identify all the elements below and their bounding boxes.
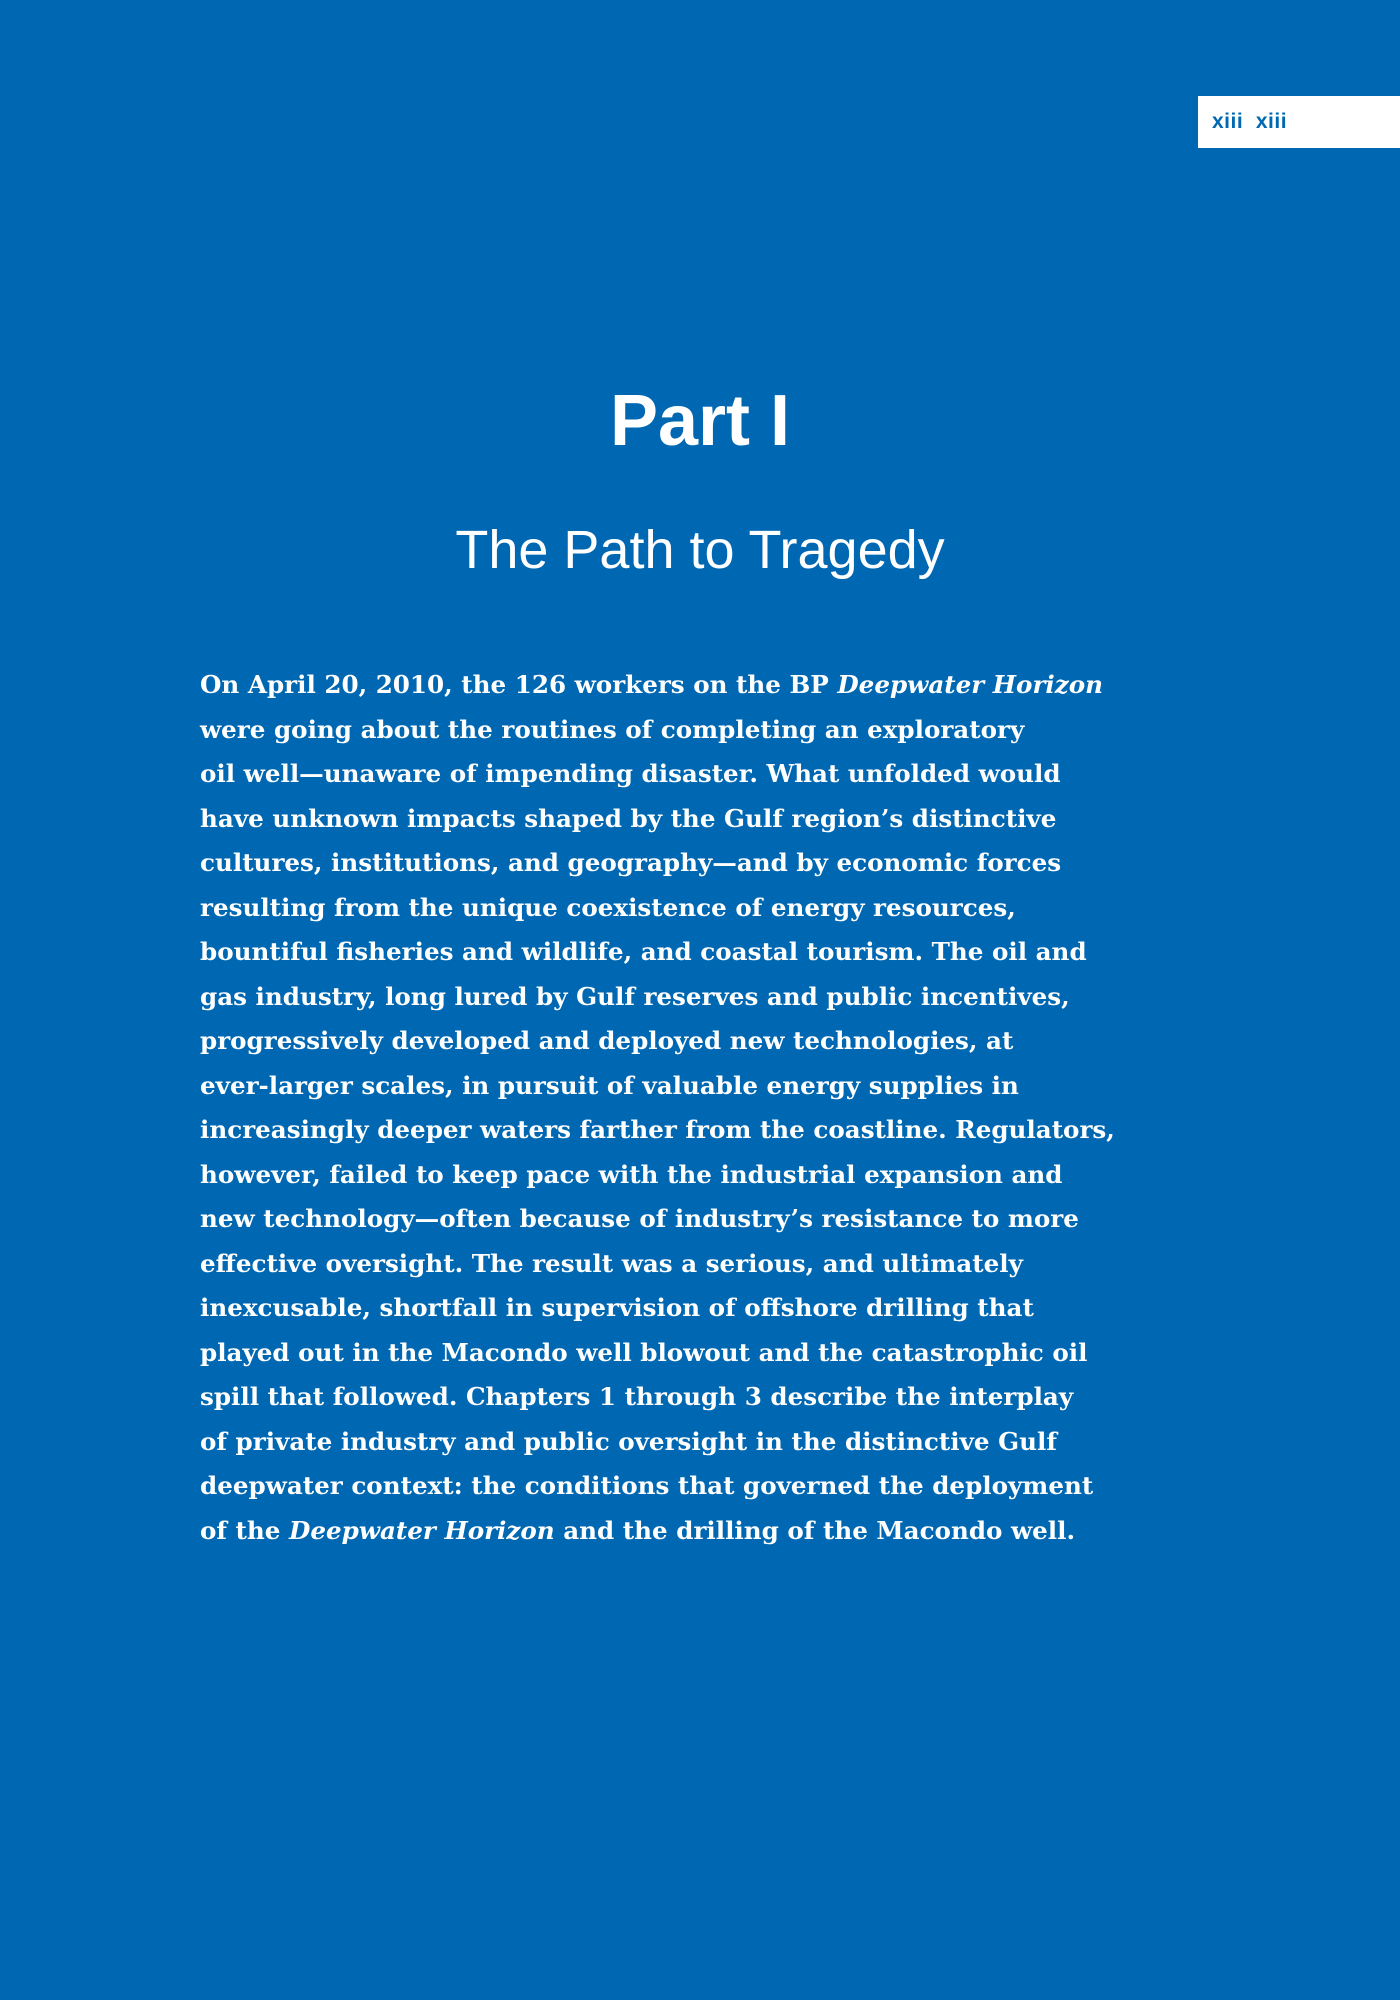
part-title: Part I <box>609 381 791 461</box>
part-subtitle: The Path to Tragedy <box>455 520 945 580</box>
page-number: xiii xiii <box>1212 110 1288 133</box>
paragraph-line <box>200 1242 1210 1287</box>
paragraph-line <box>200 1375 1210 1420</box>
line-text: played out in the Macondo well blowout and the catastrophic oil <box>200 1337 1088 1367</box>
line-text: increasingly deeper waters farther from the coastline. Regulators, <box>200 1115 1115 1144</box>
vessel-name: Deepwater Horizon <box>837 670 1104 699</box>
paragraph-line <box>200 1108 1210 1153</box>
paragraph-line <box>200 752 1210 797</box>
line-text: were going about the routines of completing an exploratory <box>200 714 1025 744</box>
paragraph-line <box>200 1509 1210 1554</box>
paragraph-line <box>200 1153 1210 1198</box>
line-text: have unknown impacts shaped by the Gulf region’s distinctive <box>200 803 1057 833</box>
line-text: deepwater context: the conditions that governed the deployment <box>200 1471 1094 1500</box>
paragraph-line <box>200 886 1210 931</box>
line-text: oil well—unaware of impending disaster. What unfolded would <box>200 759 1061 788</box>
line-text: On April 20, 2010, the 126 workers on the BP <box>200 670 838 699</box>
line-text: resulting from the unique coexistence of energy resources, <box>200 892 1016 922</box>
paragraph-line <box>200 1420 1210 1465</box>
paragraph-line <box>200 1286 1210 1331</box>
paragraph-line <box>200 1331 1210 1376</box>
paragraph-line <box>200 663 1210 708</box>
line-text: inexcusable, shortfall in supervision of offshore drilling that <box>200 1293 1034 1322</box>
paragraph-line <box>200 797 1210 842</box>
intro-paragraph <box>200 663 1210 1553</box>
line-text: bountiful fisheries and wildlife, and coastal tourism. The oil and <box>200 937 1087 966</box>
vessel-name: Deepwater Horizon <box>289 1515 555 1545</box>
paragraph-line <box>200 1464 1210 1509</box>
line-text: new technology—often because of industry’s resistance to more <box>200 1204 1079 1233</box>
paragraph-line <box>200 1019 1210 1064</box>
paragraph-line <box>200 1064 1210 1109</box>
paragraph-line <box>200 975 1210 1020</box>
line-text: effective oversight. The result was a serious, and ultimately <box>200 1248 1023 1278</box>
line-text: progressively developed and deployed new technologies, at <box>200 1026 1014 1055</box>
line-text: cultures, institutions, and geography—and by economic forces <box>200 848 1062 877</box>
paragraph-line <box>200 708 1210 753</box>
paragraph-line <box>200 930 1210 975</box>
line-text: however, failed to keep pace with the industrial expansion and <box>200 1159 1063 1189</box>
paragraph-line <box>200 841 1210 886</box>
line-text-after: and the drilling of the Macondo well. <box>554 1515 1076 1545</box>
paragraph-line <box>200 1197 1210 1242</box>
line-text: ever-larger scales, in pursuit of valuable energy supplies in <box>200 1070 1019 1100</box>
page-number-tab <box>1198 96 1400 148</box>
line-text: of private industry and public oversight in the distinctive Gulf <box>200 1426 1057 1456</box>
line-text: spill that followed. Chapters 1 through 3 describe the interplay <box>200 1382 1074 1411</box>
line-text: of the <box>200 1515 289 1545</box>
line-text: gas industry, long lured by Gulf reserves and public incentives, <box>200 981 1070 1011</box>
